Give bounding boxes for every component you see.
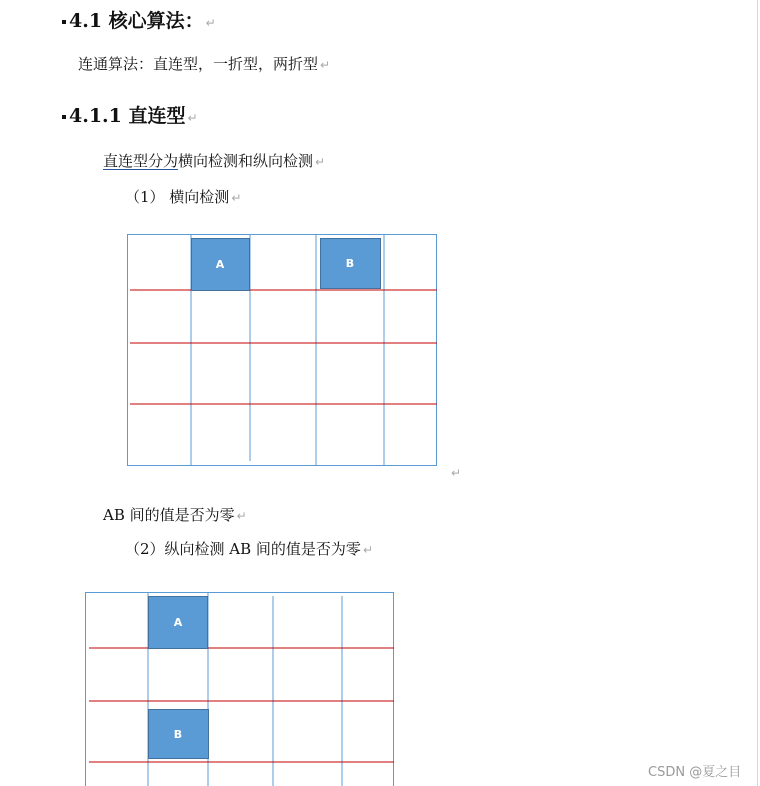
- vertical-caption-text: （2）纵向检测 AB 间的值是否为零: [125, 540, 361, 558]
- subsection-heading-text: 4.1.1 直连型: [69, 105, 186, 127]
- bullet-marker: [62, 115, 66, 119]
- vertical-grid-svg: [82, 582, 404, 786]
- horizontal-caption-text: （1） 横向检测: [125, 188, 230, 206]
- paragraph-mark: ↵: [451, 466, 462, 480]
- horizontal-grid-svg: [122, 229, 452, 473]
- bullet-marker: [62, 20, 66, 24]
- paragraph-mark: ↵: [187, 111, 198, 125]
- grid-outer-border: [128, 235, 437, 466]
- section-heading-text: 4.1 核心算法：: [69, 10, 204, 32]
- horizontal-caption: [125, 186, 241, 207]
- vertical-caption: [125, 538, 373, 559]
- cell-a-label: A: [173, 616, 183, 629]
- description-underlined-text: 直连型分为: [103, 152, 179, 170]
- paragraph-mark: ↵: [205, 16, 216, 30]
- subsection-heading: [62, 101, 198, 128]
- paragraph-mark: ↵: [315, 155, 326, 169]
- page-edge: [757, 0, 758, 786]
- horizontal-note: [103, 504, 247, 525]
- subsection-description: [103, 150, 325, 171]
- horizontal-note-text: AB 间的值是否为零: [103, 506, 235, 524]
- cell-b-label: B: [345, 257, 355, 270]
- description-text: 横向检测和纵向检测: [178, 152, 314, 170]
- section-heading: [62, 6, 216, 33]
- cell-b-label: B: [173, 728, 183, 741]
- paragraph-mark: ↵: [362, 543, 373, 557]
- intro-text: 连通算法：直连型，一折型，两折型: [78, 55, 319, 73]
- paragraph-mark: ↵: [236, 509, 247, 523]
- paragraph-mark: ↵: [320, 58, 331, 72]
- horizontal-grid-figure: [122, 229, 452, 473]
- intro-paragraph: [78, 53, 330, 74]
- vertical-grid-figure: [82, 582, 404, 786]
- cell-a-label: A: [215, 258, 225, 271]
- csdn-watermark: CSDN @夏之目: [648, 765, 742, 780]
- paragraph-mark: ↵: [231, 191, 242, 205]
